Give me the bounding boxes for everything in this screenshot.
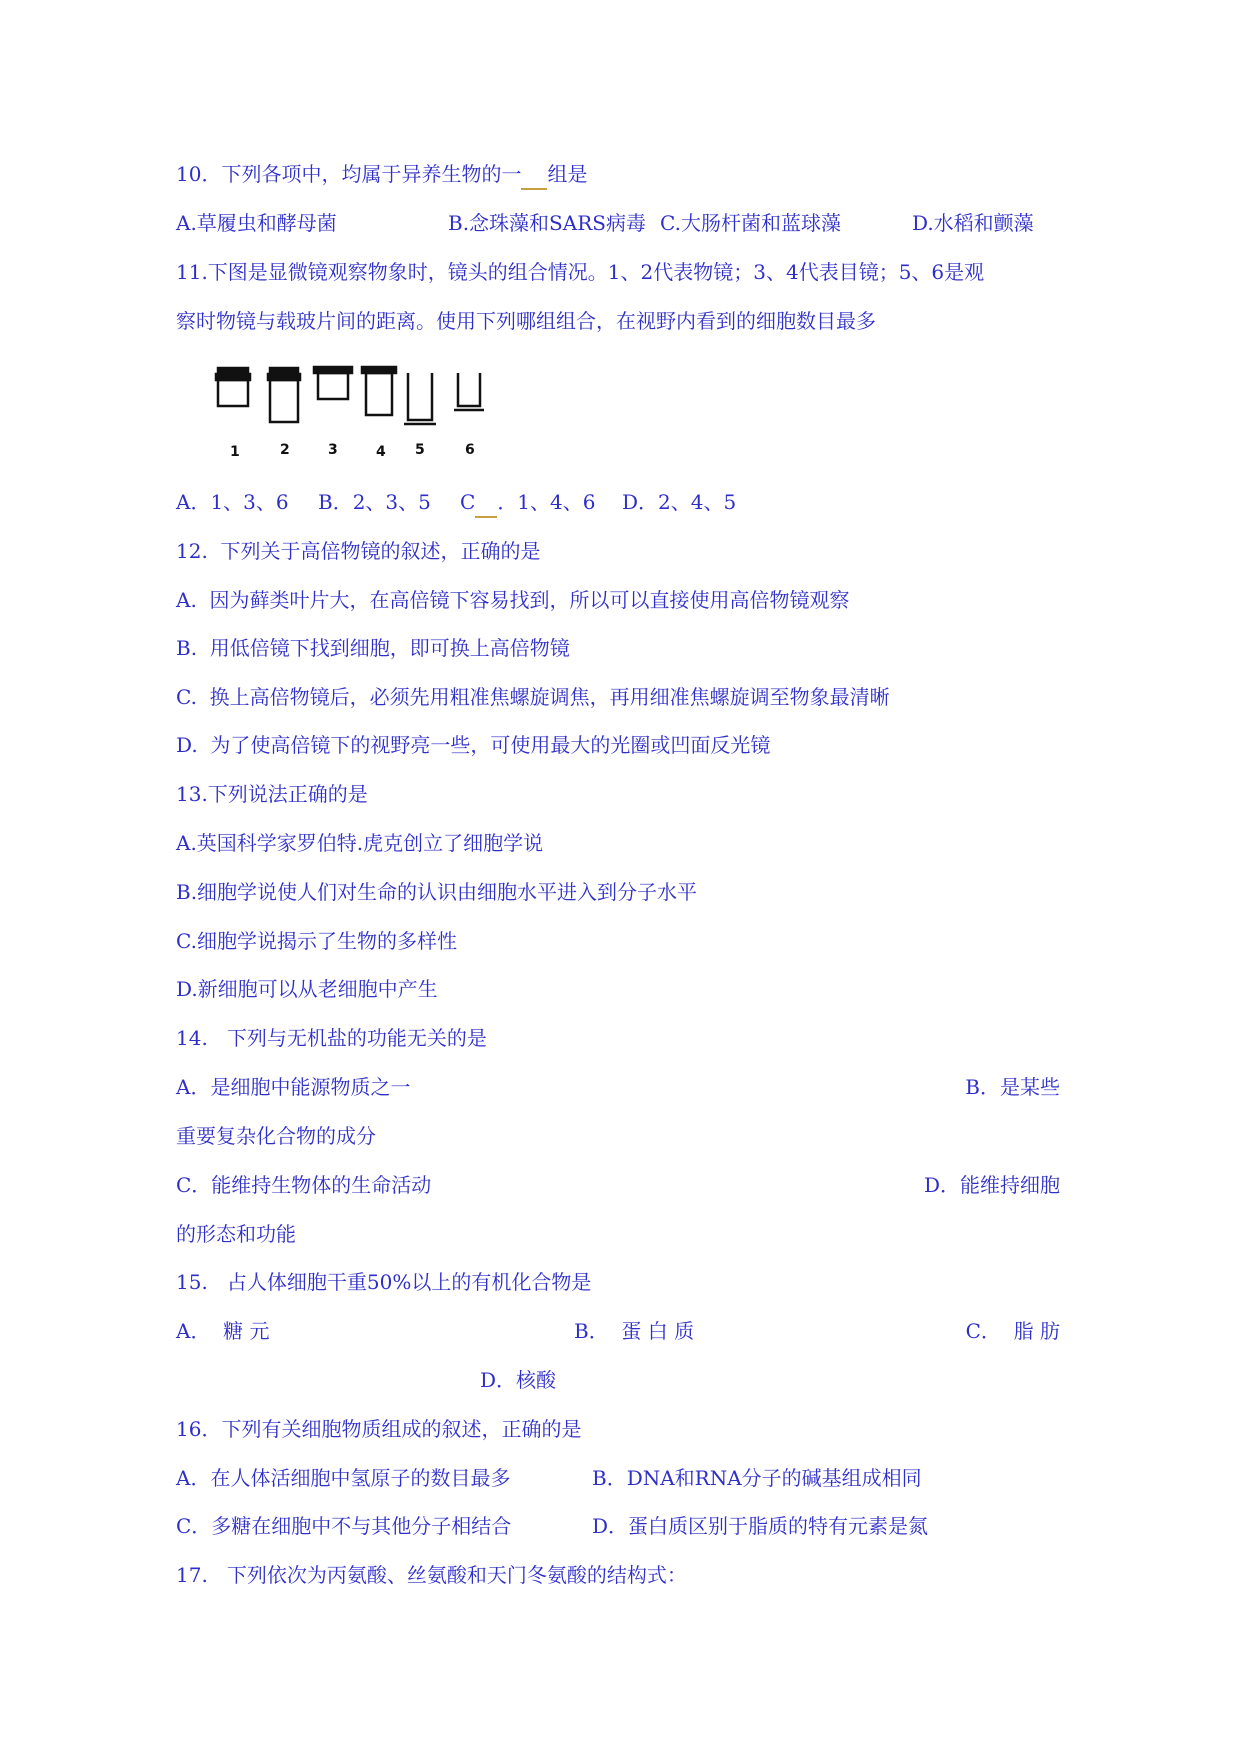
q11-option-b: B．2、3、5: [318, 490, 431, 514]
q13-option-b: B.细胞学说使人们对生命的认识由细胞水平进入到分子水平: [176, 880, 698, 904]
q16-option-a: A．在人体活细胞中氢原子的数目最多: [176, 1466, 511, 1490]
q12-option-b: B. 用低倍镜下找到细胞，即可换上高倍物镜: [176, 636, 570, 660]
answer-blank: [521, 160, 547, 190]
q12-option-a: A. 因为藓类叶片大，在高倍镜下容易找到，所以可以直接使用高倍物镜观察: [176, 588, 850, 612]
q14-option-d-part2: 的形态和功能: [176, 1222, 296, 1246]
q11-stem-line2: 察时物镜与载玻片间的距离。使用下列哪组组合，在视野内看到的细胞数目最多: [176, 309, 876, 333]
q11-option-c-letter: C: [460, 490, 476, 514]
q14-option-c: C．能维持生物体的生命活动: [176, 1173, 432, 1197]
figure-label-6: 6: [465, 442, 475, 458]
q15-option-d: D．核酸: [480, 1368, 557, 1392]
answer-blank: [475, 488, 497, 518]
q15-option-a: A． 糖 元: [176, 1319, 270, 1343]
q11-option-c-text: ．1、4、6: [497, 490, 596, 514]
q13-option-c: C.细胞学说揭示了生物的多样性: [176, 929, 457, 953]
slide-distance-5: [404, 373, 436, 424]
figure-label-4: 4: [376, 444, 386, 460]
q12-option-c: C. 换上高倍物镜后，必须先用粗准焦螺旋调焦，再用细准焦螺旋调至物象最清晰: [176, 685, 890, 709]
figure-label-3: 3: [328, 442, 338, 458]
q15-stem: 15. 占人体细胞干重50%以上的有机化合物是: [176, 1270, 592, 1294]
q10-option-d: D.水稻和颤藻: [912, 211, 1034, 235]
q14-option-a: A．是细胞中能源物质之一: [176, 1075, 411, 1099]
q14-option-b-part1: B．是某些: [965, 1075, 1060, 1099]
q10-stem: [176, 160, 587, 190]
q10-option-a: A.草履虫和酵母菌: [176, 211, 337, 235]
q14-option-d-part1: D．能维持细胞: [923, 1173, 1060, 1197]
q12-option-d: D. 为了使高倍镜下的视野亮一些，可使用最大的光圈或凹面反光镜: [176, 733, 771, 757]
q16-option-d: D．蛋白质区别于脂质的特有元素是氮: [592, 1514, 929, 1538]
eyepiece-lens-4: [362, 367, 396, 415]
q10-stem-part2: 组是: [547, 162, 588, 186]
q10-option-b: B.念珠藻和SARS病毒: [448, 211, 646, 235]
objective-lens-2: [268, 368, 300, 422]
q16-option-b: B．DNA和RNA分子的碱基组成相同: [592, 1466, 922, 1490]
microscope-lens-figure: [172, 358, 552, 468]
figure-label-1: 1: [230, 444, 240, 460]
q12-stem: 12. 下列关于高倍物镜的叙述，正确的是: [176, 539, 541, 563]
objective-lens-1: [216, 368, 250, 406]
figure-label-5: 5: [415, 442, 425, 458]
q11-option-a: A．1、3、6: [176, 490, 289, 514]
q13-stem: 13.下列说法正确的是: [176, 782, 368, 806]
q11-option-c: [460, 488, 596, 518]
q15-option-b: B． 蛋 白 质: [574, 1319, 695, 1343]
q10-option-c: C.大肠杆菌和蓝球藻: [660, 211, 841, 235]
figure-label-2: 2: [280, 442, 290, 458]
q13-option-d: D.新细胞可以从老细胞中产生: [176, 977, 438, 1001]
q11-option-d: D．2、4、5: [622, 490, 737, 514]
q11-stem-line1: 11.下图是显微镜观察物象时，镜头的组合情况。1、2代表物镜；3、4代表目镜；5、6是观: [176, 260, 985, 284]
q14-stem: 14. 下列与无机盐的功能无关的是: [176, 1026, 487, 1050]
q17-stem: 17. 下列依次为丙氨酸、丝氨酸和天门冬氨酸的结构式：: [176, 1563, 687, 1587]
q14-option-b-part2: 重要复杂化合物的成分: [176, 1124, 376, 1148]
eyepiece-lens-3: [314, 367, 352, 399]
q10-stem-part1: 10．下列各项中，均属于异养生物的一: [176, 162, 522, 186]
q16-option-c: C．多糖在细胞中不与其他分子相结合: [176, 1514, 512, 1538]
q15-option-c: C． 脂 肪: [965, 1319, 1060, 1343]
q13-option-a: A.英国科学家罗伯特.虎克创立了细胞学说: [176, 831, 544, 855]
q16-stem: 16．下列有关细胞物质组成的叙述，正确的是: [176, 1417, 582, 1441]
slide-distance-6: [454, 373, 484, 410]
